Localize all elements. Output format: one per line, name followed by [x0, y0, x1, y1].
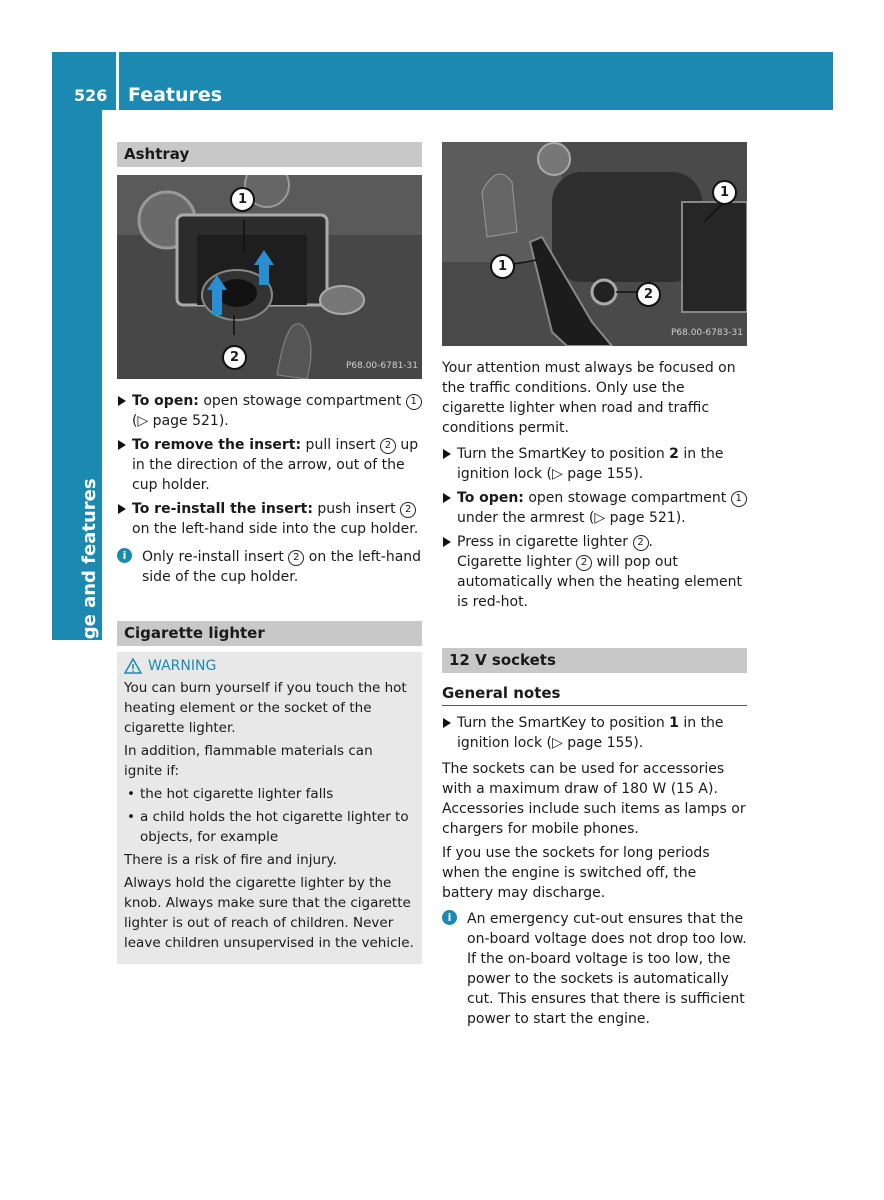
warning-text: In addition, flammable materials can ignite if:: [124, 743, 373, 779]
chapter-side-tab: [52, 110, 102, 702]
callout-2: 2: [222, 345, 247, 370]
warning-text: There is a risk of fire and injury.: [124, 852, 337, 868]
left-column: [117, 142, 422, 964]
section-heading-12v-sockets: 12 V sockets: [442, 648, 747, 673]
reference-number: 1: [406, 394, 422, 410]
reference-number: 2: [576, 555, 592, 571]
page-title: Features: [128, 84, 223, 106]
step-open: To open: open stowage compartment 1 (▷ page 521).: [117, 391, 422, 431]
step-smartkey-position-1: Turn the SmartKey to position 1 in the ignition lock (▷ page 155).: [442, 713, 747, 753]
step-open-compartment: To open: open stowage compartment 1 under the armrest (▷ page 521).: [442, 488, 747, 528]
ashtray-photo: [117, 175, 422, 379]
warning-text: You can burn yourself if you touch the hot heating element or the socket of the cigarette lighter.: [124, 680, 407, 736]
info-note: i An emergency cut-out ensures that the on-board voltage does not drop too low. If the on-board voltage is too low, the power to the sockets is automatically cut. This ensures that there is sufficient power to start the engine.: [442, 909, 747, 1029]
warning-bullet: • the hot cigarette lighter falls: [124, 784, 415, 804]
step-arrow-icon: [443, 449, 451, 459]
info-icon: i: [117, 548, 132, 563]
intro-text: Your attention must always be focused on the traffic conditions. Only use the cigarette lighter when road and traffic conditions permit.: [442, 360, 736, 436]
step-arrow-icon: [118, 504, 126, 514]
page-number: 526: [74, 86, 108, 105]
page-header: [52, 52, 833, 110]
image-code: P68.00-6783-31: [670, 328, 743, 338]
section-heading-cigarette-lighter: Cigarette lighter: [117, 621, 422, 646]
step-smartkey: Turn the SmartKey to position 2 in the ignition lock (▷ page 155).: [442, 444, 747, 484]
warning-bullet: • a child holds the hot cigarette lighter to objects, for example: [124, 807, 415, 847]
step-arrow-icon: [443, 537, 451, 547]
step-arrow-icon: [443, 718, 451, 728]
step-remove-insert: To remove the insert: pull insert 2 up in the direction of the arrow, out of the cup holder.: [117, 435, 422, 495]
image-code: P68.00-6781-31: [345, 361, 418, 371]
callout-1: 1: [490, 254, 515, 279]
reference-number: 2: [380, 438, 396, 454]
chapter-label: Stowage and features: [79, 478, 100, 702]
cigarette-lighter-photo-drawing: [442, 142, 747, 346]
warning-text: Always hold the cigarette lighter by the knob. Always make sure that the cigarette lighter is out of reach of children. Never leave children unsupervised in the vehicle.: [124, 875, 414, 951]
step-arrow-icon: [443, 493, 451, 503]
ashtray-photo-drawing: [117, 175, 422, 379]
ashtray-steps: [117, 391, 422, 587]
info-note: i Only re-install insert 2 on the left-hand side of the cup holder.: [117, 547, 422, 587]
step-arrow-icon: [118, 396, 126, 406]
cigarette-lighter-photo: [442, 142, 747, 346]
reference-number: 2: [633, 535, 649, 551]
step-press-lighter: Press in cigarette lighter 2 . Cigarette lighter 2 will pop out automatically when the heating element is red-hot.: [442, 532, 747, 612]
callout-1: 1: [230, 187, 255, 212]
sockets-text: The sockets can be used for accessories with a maximum draw of 180 W (15 A). Accessories include such items as lamps or chargers for mobile phones.: [442, 761, 746, 837]
callout-1: 1: [712, 180, 737, 205]
section-heading-ashtray: Ashtray: [117, 142, 422, 167]
subheading-general-notes: General notes: [442, 683, 747, 706]
sockets-text: If you use the sockets for long periods when the engine is switched off, the battery may discharge.: [442, 845, 710, 901]
warning-box: [117, 652, 422, 964]
right-column: [442, 142, 747, 1029]
warning-title: WARNING: [124, 656, 415, 676]
warning-triangle-icon: [124, 658, 142, 674]
header-divider: [116, 52, 119, 110]
step-reinstall-insert: To re-install the insert: push insert 2 on the left-hand side into the cup holder.: [117, 499, 422, 539]
reference-number: 2: [288, 550, 304, 566]
reference-number: 1: [731, 491, 747, 507]
step-arrow-icon: [118, 440, 126, 450]
lighter-steps: [442, 444, 747, 612]
reference-number: 2: [400, 502, 416, 518]
callout-2: 2: [636, 282, 661, 307]
info-icon: i: [442, 910, 457, 925]
